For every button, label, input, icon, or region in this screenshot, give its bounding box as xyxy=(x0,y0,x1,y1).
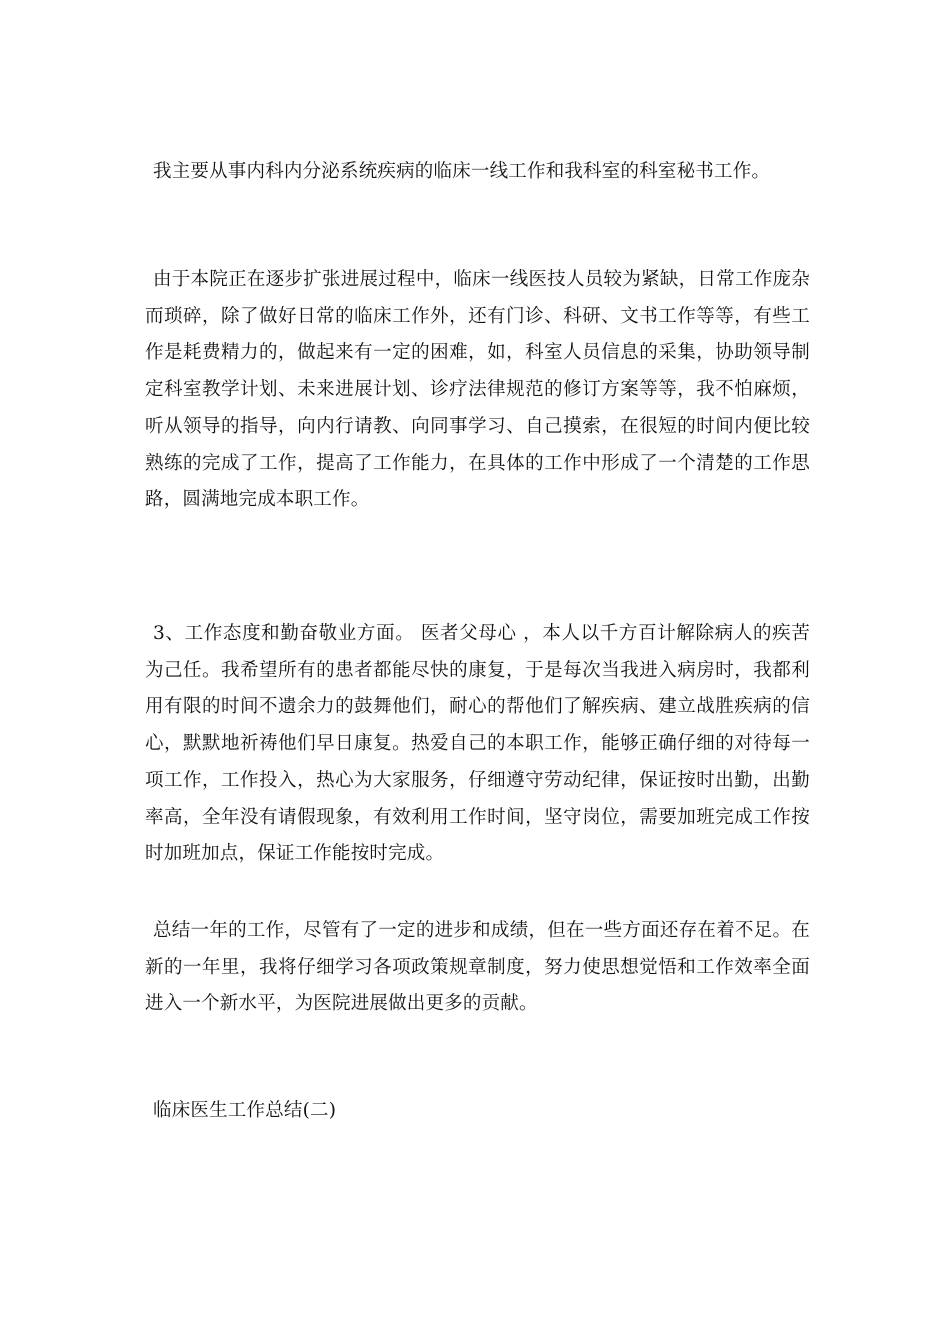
paragraph-attitude: 3、工作态度和勤奋敬业方面。 医者父母心 ，本人以千方百计解除病人的疾苦为己任。我希望所有的患者都能尽快的康复，于是每次当我进入病房时，我都利用有限的时间不遗余力的鼓舞他们，耐心的帮他们了解疾病、建立战胜疾病的信心，默默地祈祷他们早日康复。热爱自己的本职工作，能够正确仔细的对待每一项工作，工作投入，热心为大家服务，仔细遵守劳动纪律，保证按时出勤，出勤率高，全年没有请假现象，有效利用工作时间，坚守岗位，需要加班完成工作按时加班加点，保证工作能按时完成。 xyxy=(145,623,810,865)
paragraph-summary: 总结一年的工作，尽管有了一定的进步和成绩，但在一些方面还存在着不足。在新的一年里，我将仔细学习各项政策规章制度，努力使思想觉悟和工作效率全面进入一个新水平，为医院进展做出更多的贡献。 xyxy=(145,920,810,1015)
paragraph-intro: 我主要从事内科内分泌系统疾病的临床一线工作和我科室的科室秘书工作。 xyxy=(153,161,771,182)
paragraph-workload: 由于本院正在逐步扩张进展过程中，临床一线医技人员较为紧缺，日常工作庞杂而琐碎，除了做好日常的临床工作外，还有门诊、科研、文书工作等等，有些工作是耗费精力的，做起来有一定的困难，如，科室人员信息的采集，协助领导制定科室教学计划、未来进展计划、诊疗法律规范的修订方案等等，我不怕麻烦，听从领导的指导，向内行请教、向同事学习、自己摸索，在很短的时间内便比较熟练的完成了工作，提高了工作能力，在具体的工作中形成了一个清楚的工作思路，圆满地完成本职工作。 xyxy=(145,269,810,511)
section-heading: 临床医生工作总结(二) xyxy=(153,1100,337,1121)
